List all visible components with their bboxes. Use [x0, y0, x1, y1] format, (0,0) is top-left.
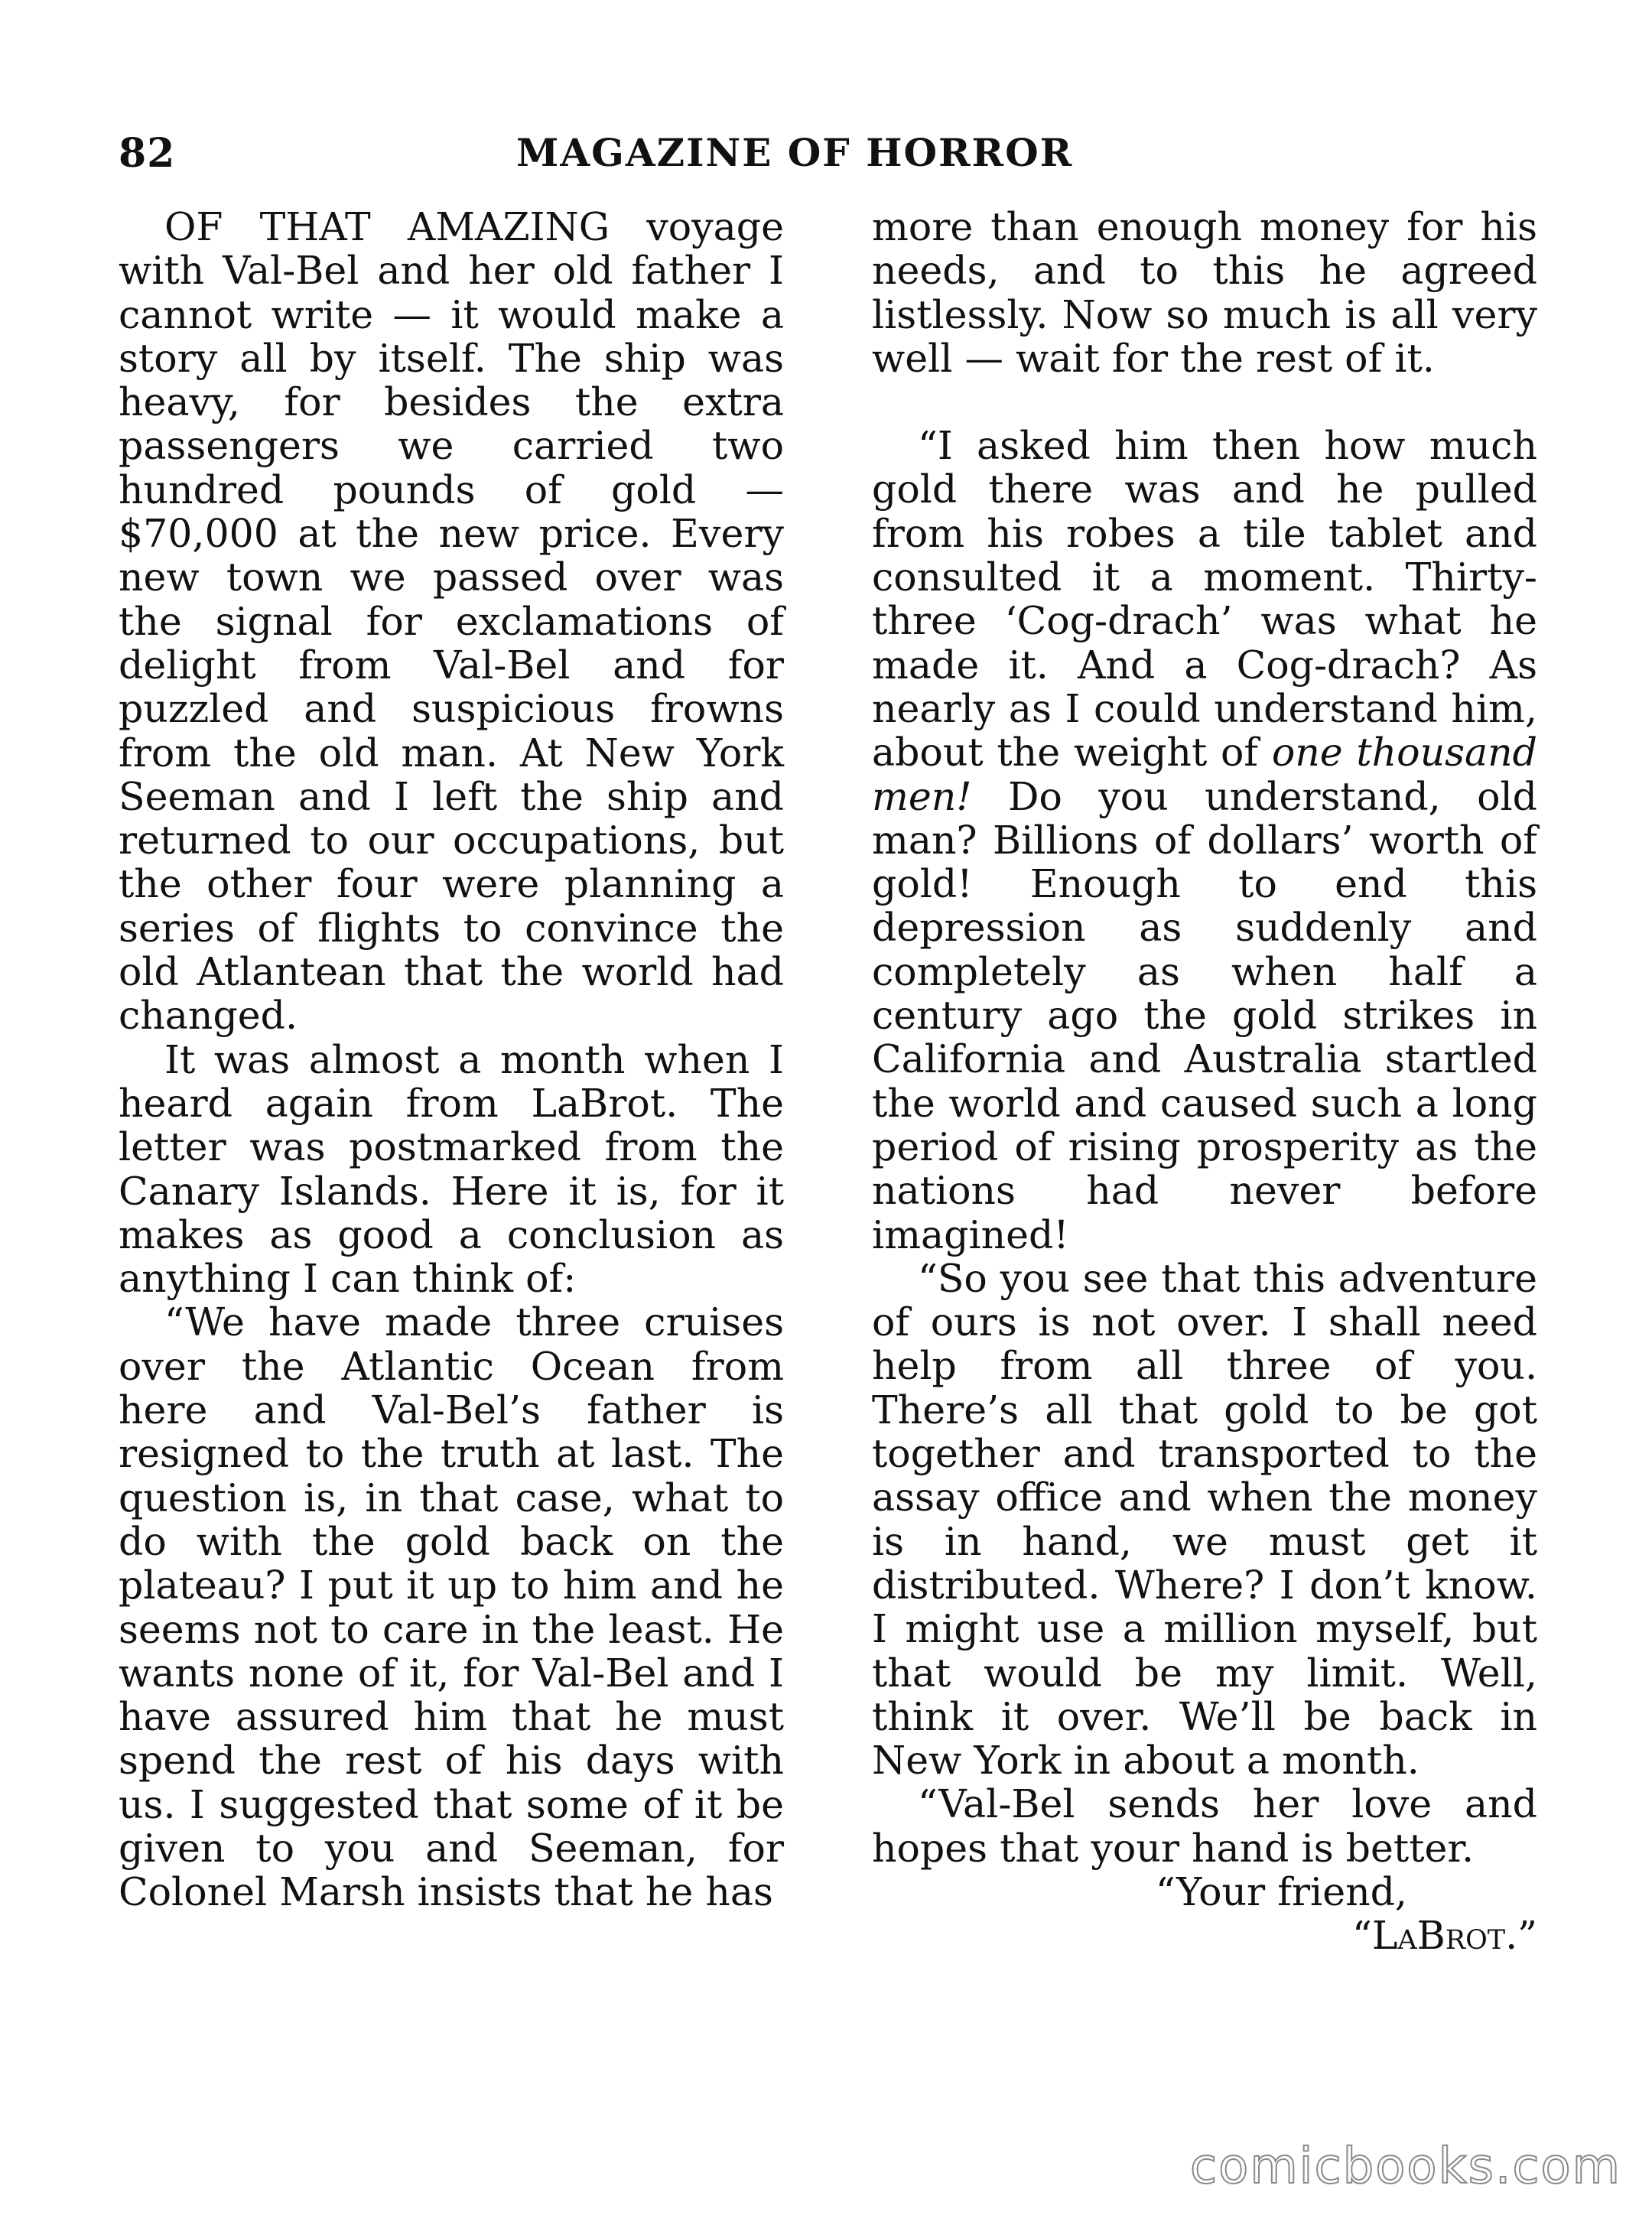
letter-signature: “LaBrot.”	[1352, 1913, 1537, 1959]
paragraph-text: “I asked him then how much gold there was and he pulled from his robes a tile tablet and consulted it a moment. Thirty-three ‘Cog-drach’ was what he made it. And a Cog-drach? As nearly as I could understand him, about the weight of	[872, 423, 1537, 776]
right-column	[872, 205, 1537, 1958]
watermark: comicbooks.com	[1189, 2138, 1621, 2195]
paragraph-text: voyage with Val-Bel and her old father I cannot write — it would make a story all by itself. The ship was heavy, for besides the extra passengers we carried two hundred pounds of gold — $70,000 at the new price. Every new town we passed over was the signal for exclamations of delight from Val-Bel and for puzzled and suspicious frowns from the old man. At New York Seeman and I left the ship and returned to our occupations, but the other four were planning a series of flights to convince the old Atlantean that the world had changed.	[119, 204, 784, 1039]
paragraph: “Val-Bel sends her love and hopes that your hand is better.	[872, 1781, 1537, 1871]
paragraph: It was almost a month when I heard again from LaBrot. The letter was postmarked from the Canary Islands. Here it is, for it makes as good a conclusion as anything I can think of:	[119, 1036, 784, 1302]
page-number: 82	[119, 130, 176, 177]
paragraph	[119, 205, 784, 1038]
paragraph: “So you see that this adventure of ours is not over. I shall need help from all three of you. There’s all that gold to be got together and transported to the assay office and when the money is in hand, we must get it distributed. Where? I don’t know. I might use a million myself, but that would be my limit. Well, think it over. We’ll be back in New York in about a month.	[872, 1255, 1537, 1784]
running-head: MAGAZINE OF HORROR	[516, 130, 1074, 175]
paragraph	[872, 424, 1537, 1257]
paragraph: “We have made three cruises over the Atlantic Ocean from here and Val-Bel’s father is resigned to the truth at last. The question is, in that case, what to do with the gold back on the plateau? I put it up to him and he seems not to care in the least. He wants none of it, for Val-Bel and I have assured him that he must spend the rest of his days with us. I suggested that some of it be given to you and Seeman, for Colonel Marsh insists that he has	[119, 1299, 784, 1915]
emphasis-text: one thousand men!	[872, 730, 1537, 819]
letter-closing: “Your friend,	[1155, 1868, 1407, 1914]
paragraph: more than enough money for his needs, and to this he agreed listlessly. Now so much is all very well — wait for the rest of it.	[872, 204, 1537, 381]
paragraph-text: Do you understand, old man? Billions of dollars’ worth of gold! Enough to end this depression as suddenly and completely as when half a century ago the gold strikes in California and Australia startled the world and caused such a long period of rising prosperity as the nations had never before imagined!	[872, 773, 1537, 1257]
paragraph-lead-caps: OF THAT AMAZING	[164, 204, 610, 249]
page-header	[119, 130, 1533, 191]
left-column	[119, 205, 784, 1914]
